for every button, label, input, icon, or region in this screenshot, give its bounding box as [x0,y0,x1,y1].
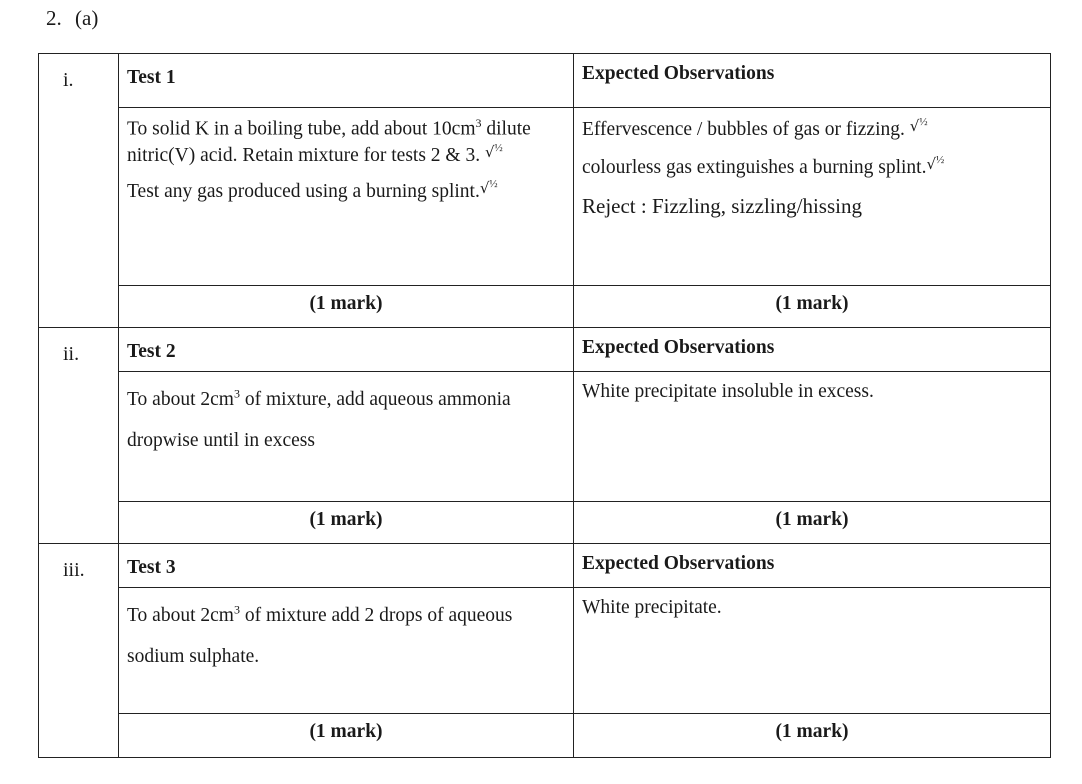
test-3-body-row [39,588,1051,714]
test-3-procedure-text: To about $2cm^3$ of mixture add 2 drops of aqueous sodium sulphate. [127,602,513,667]
test-1-number: i. [39,54,119,328]
test-2-procedure-text: To about $2cm^3$ of mixture, add aqueous ammonia dropwise until in excess [127,386,511,451]
test-2-body-row [39,372,1051,502]
test-3-observation: White precipitate. [574,588,1051,714]
test-2-procedure [119,372,574,502]
test-3-observations-header: Expected Observations [574,544,1051,588]
test-1-procedure-step-2: Test any gas produced using a burning splint.$^{√\frac{1}{2}}$ [127,178,498,203]
test-1-procedure-step-1: To solid K in a boiling tube, add about $10cm^3$ dilute nitric(V) acid. Retain mixture for tests 2 & 3. $^{√\frac{1}{2}}$ [127,116,531,166]
test-3-observation-mark: (1 mark) [574,714,1051,758]
test-3-header-row [39,544,1051,588]
tick-mark: √ [484,142,495,161]
test-1-procedure-mark: (1 mark) [119,286,574,328]
test-1-header: Test 1 [119,54,574,108]
tick-mark: √ [479,179,490,198]
test-3-procedure [119,588,574,714]
half-mark: ½ [919,116,928,128]
test-1-reject-note: Reject : Fizzling, sizzling/hissing [582,193,862,218]
half-mark: ½ [489,178,498,191]
half-mark: ½ [494,141,503,154]
test-3-procedure-mark: (1 mark) [119,714,574,758]
test-2-observation: White precipitate insoluble in excess. [574,372,1051,502]
test-2-header-row [39,328,1051,372]
tick-mark: √ [909,117,920,135]
question-number: 2. [46,6,62,30]
half-mark: ½ [936,154,945,167]
test-1-procedure [119,108,574,286]
test-2-header: Test 2 [119,328,574,372]
test-3-header: Test 3 [119,544,574,588]
test-1-header-row [39,54,1051,108]
test-3-mark-row [39,714,1051,758]
test-2-number: ii. [39,328,119,544]
question-part: (a) [75,6,99,30]
test-2-mark-row [39,502,1051,544]
test-1-observation-mark: (1 mark) [574,286,1051,328]
test-2-observations-header: Expected Observations [574,328,1051,372]
test-2-observation-mark: (1 mark) [574,502,1051,544]
tick-mark: √ [926,155,937,174]
question-heading [46,6,106,31]
test-3-number: iii. [39,544,119,758]
test-1-body-row [39,108,1051,286]
test-1-observation-1: Effervescence / bubbles of gas or fizzing. $^{√\frac{1}{2}}$ [582,116,928,140]
test-1-mark-row [39,286,1051,328]
test-1-observations-header: Expected Observations [574,54,1051,108]
test-2-procedure-mark: (1 mark) [119,502,574,544]
marking-scheme-table [38,53,1051,758]
test-1-observation-2: colourless gas extinguishes a burning splint.$^{√\frac{1}{2}}$ [582,154,945,179]
test-1-observations [574,108,1051,286]
